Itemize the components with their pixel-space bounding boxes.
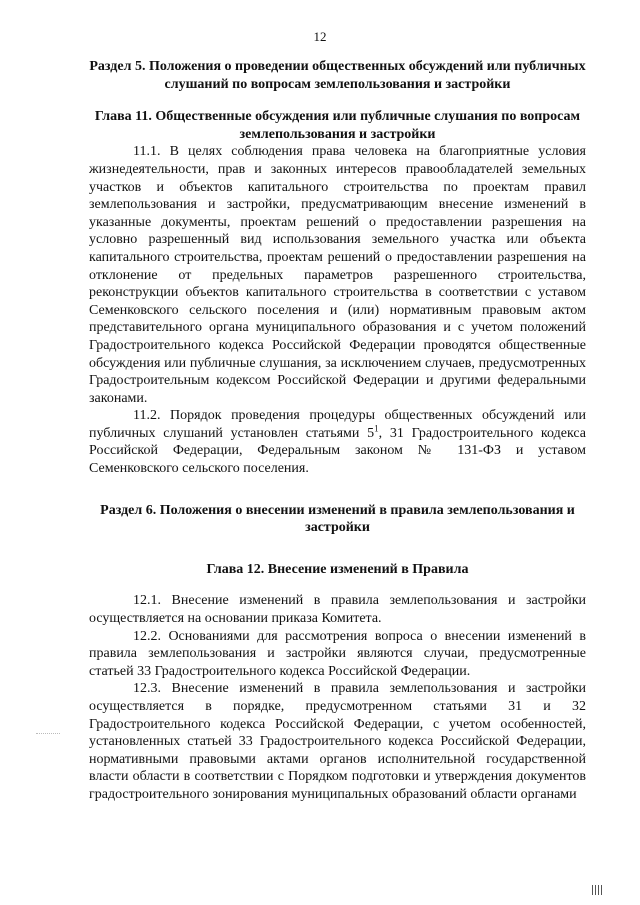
section-6-title: Раздел 6. Положения о внесении изменений в правила землепользования и застройки bbox=[100, 502, 575, 536]
chapter-11-title: Глава 11. Общественные обсуждения или публичные слушания по вопросам землепользования и застройки bbox=[94, 109, 581, 142]
scan-barcode-mark bbox=[592, 885, 603, 895]
page-number: 12 bbox=[313, 29, 327, 44]
paragraph-11-2-text-end: , 31 Градостроительного кодекса Российской Федерации, Федеральным законом № 131-ФЗ и уставом Семенковского сельского поселения. bbox=[89, 425, 586, 477]
chapter-12-title: Глава 12. Внесение изменений в Правила bbox=[206, 561, 469, 577]
paragraph-12-1: 12.1. Внесение изменений в правила землепользования и застройки осуществляется на основании приказа Комитета. bbox=[89, 593, 586, 627]
paragraph-12-2: 12.2. Основаниями для рассмотрения вопроса о внесении изменений в правила землепользования и застройки являются случаи, предусмотренные статьей 33 Градостроительного кодекса Российской Федерации. bbox=[89, 628, 586, 679]
paragraph-11-2-text-start: 11.2. Порядок проведения процедуры общественных обсуждений или публичных слушаний установлен статьями 5 bbox=[89, 408, 586, 441]
section-5-title: Раздел 5. Положения о проведении общественных обсуждений или публичных слушаний по вопросам землепользования и застройки bbox=[89, 59, 586, 92]
document-body bbox=[89, 58, 586, 804]
paragraph-12-3: 12.3. Внесение изменений в правила землепользования и застройки осуществляется в порядке, предусмотренном статьями 31 и 32 Градостроительного кодекса Российской Федерации, с учетом особенностей, установленных статьей 33 Градостроительного кодекса Российской Федерации, нормативными правовыми актами органов исполнительной государственной власти области в соответствии с Порядком подготовки и утверждения документов градостроительного зонирования муниципальных образований области органами bbox=[89, 681, 586, 802]
paragraph-11-1: 11.1. В целях соблюдения права человека на благоприятные условия жизнедеятельности, прав и законных интересов правообладателей земельных участков и объектов капитального строительства по проектам правил землепользования и застройки, предусматривающим внесение изменений в указанные документы, проектам решений о предоставлении разрешения на условно разрешенный вид использования земельного участка или объекта капитального строительства, проектам решений о предоставлении разрешения на отклонение от предельных параметров разрешенного строительства, реконструкции объектов капитального строительства в соответствии с уставом Семенковского сельского поселения и (или) нормативным правовым актом представительного органа муниципального образования и с учетом положений Градостроительного кодекса Российской Федерации проводятся общественные обсуждения или публичные слушания, за исключением случаев, предусмотренных Градостроительным кодексом Российской Федерации и другими федеральными законами. bbox=[89, 144, 586, 406]
scan-margin-artifact bbox=[36, 733, 60, 738]
article-superscript: 1 bbox=[374, 423, 379, 434]
paragraph-11-2 bbox=[89, 407, 586, 477]
